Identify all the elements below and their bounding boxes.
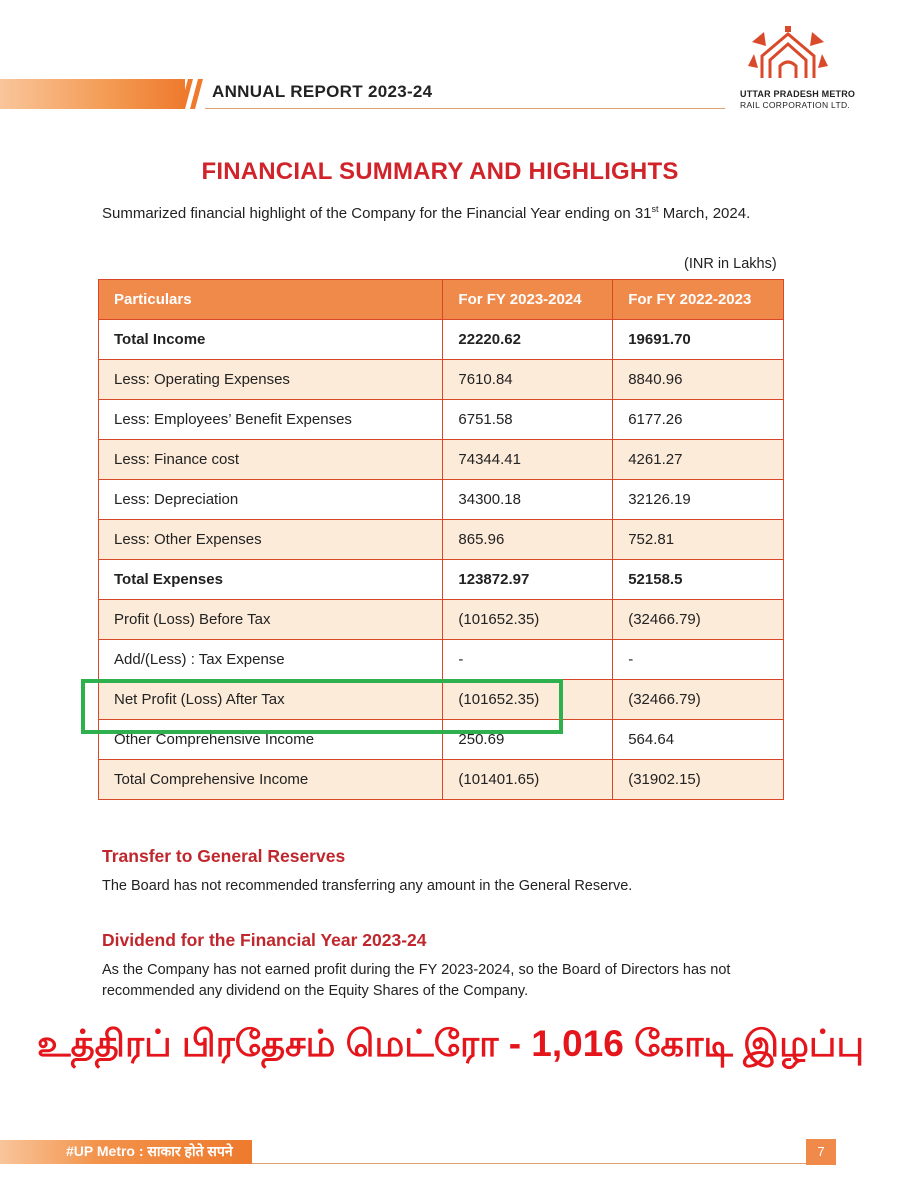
row-label: Net Profit (Loss) After Tax: [99, 680, 443, 720]
cell-fy24: 74344.41: [443, 440, 613, 480]
cell-fy24: -: [443, 640, 613, 680]
intro-text: [102, 204, 750, 222]
table-header-row: [99, 280, 784, 320]
row-label: Less: Employees’ Benefit Expenses: [99, 400, 443, 440]
table-row: [99, 480, 784, 520]
table-row: [99, 520, 784, 560]
section-text-reserves: The Board has not recommended transferring any amount in the General Reserve.: [102, 878, 633, 894]
footer-tagline: #UP Metro : साकार होते सपने: [66, 1143, 233, 1159]
header-accent-band: [0, 79, 185, 109]
cell-fy23: -: [613, 640, 784, 680]
cell-fy23: 32126.19: [613, 480, 784, 520]
row-label: Total Expenses: [99, 560, 443, 600]
cell-fy23: 4261.27: [613, 440, 784, 480]
table-row: [99, 560, 784, 600]
report-title: ANNUAL REPORT 2023-24: [212, 82, 433, 101]
cell-fy24: (101652.35): [443, 680, 613, 720]
section-heading-dividend: Dividend for the Financial Year 2023-24: [102, 930, 427, 950]
header-particulars: Particulars: [99, 280, 443, 320]
cell-fy23: 564.64: [613, 720, 784, 760]
table-row: [99, 760, 784, 800]
overlay-caption: உத்திரப் பிரதேசம் மெட்ரோ - 1,016 கோடி இழப்பு: [37, 1023, 864, 1064]
cell-fy23: 8840.96: [613, 360, 784, 400]
intro-text-main: Summarized financial highlight of the Company for the Financial Year ending on 31: [102, 205, 652, 222]
row-label: Add/(Less) : Tax Expense: [99, 640, 443, 680]
org-name-line1: UTTAR PRADESH METRO: [740, 89, 856, 99]
row-label: Less: Finance cost: [99, 440, 443, 480]
cell-fy24: (101401.65): [443, 760, 613, 800]
table-row: [99, 400, 784, 440]
cell-fy24: 22220.62: [443, 320, 613, 360]
table-row: [99, 640, 784, 680]
intro-superscript: st: [651, 204, 659, 214]
header-fy-2022-2023: For FY 2022-2023: [613, 280, 784, 320]
cell-fy23: (32466.79): [613, 680, 784, 720]
cell-fy24: 7610.84: [443, 360, 613, 400]
table-row: [99, 320, 784, 360]
row-label: Other Comprehensive Income: [99, 720, 443, 760]
cell-fy23: (31902.15): [613, 760, 784, 800]
cell-fy23: 6177.26: [613, 400, 784, 440]
table-row: [99, 600, 784, 640]
header-divider: [205, 108, 725, 109]
row-label: Less: Depreciation: [99, 480, 443, 520]
row-label: Profit (Loss) Before Tax: [99, 600, 443, 640]
net-loss-highlight-box: [81, 679, 563, 734]
cell-fy24: 250.69: [443, 720, 613, 760]
row-label: Less: Operating Expenses: [99, 360, 443, 400]
header-slashes-decoration: [176, 79, 204, 109]
cell-fy23: 19691.70: [613, 320, 784, 360]
intro-text-end: March, 2024.: [658, 205, 751, 222]
table-row: [99, 360, 784, 400]
footer-divider: [252, 1163, 808, 1164]
cell-fy24: 34300.18: [443, 480, 613, 520]
cell-fy23: (32466.79): [613, 600, 784, 640]
cell-fy23: 52158.5: [613, 560, 784, 600]
header-fy-2023-2024: For FY 2023-2024: [443, 280, 613, 320]
section-text-dividend: As the Company has not earned profit during the FY 2023-2024, so the Board of Directors has not recommended any dividend on the Equity Shares of the Company.: [102, 962, 731, 999]
table-row: [99, 440, 784, 480]
page-number: 7: [806, 1139, 836, 1165]
row-label: Total Income: [99, 320, 443, 360]
row-label: Less: Other Expenses: [99, 520, 443, 560]
org-name-line2: RAIL CORPORATION LTD.: [740, 100, 851, 110]
cell-fy24: (101652.35): [443, 600, 613, 640]
units-label: (INR in Lakhs): [684, 256, 777, 272]
page-title: FINANCIAL SUMMARY AND HIGHLIGHTS: [201, 158, 679, 185]
cell-fy24: 6751.58: [443, 400, 613, 440]
section-heading-reserves: Transfer to General Reserves: [102, 846, 346, 866]
cell-fy23: 752.81: [613, 520, 784, 560]
cell-fy24: 123872.97: [443, 560, 613, 600]
cell-fy24: 865.96: [443, 520, 613, 560]
row-label: Total Comprehensive Income: [99, 760, 443, 800]
